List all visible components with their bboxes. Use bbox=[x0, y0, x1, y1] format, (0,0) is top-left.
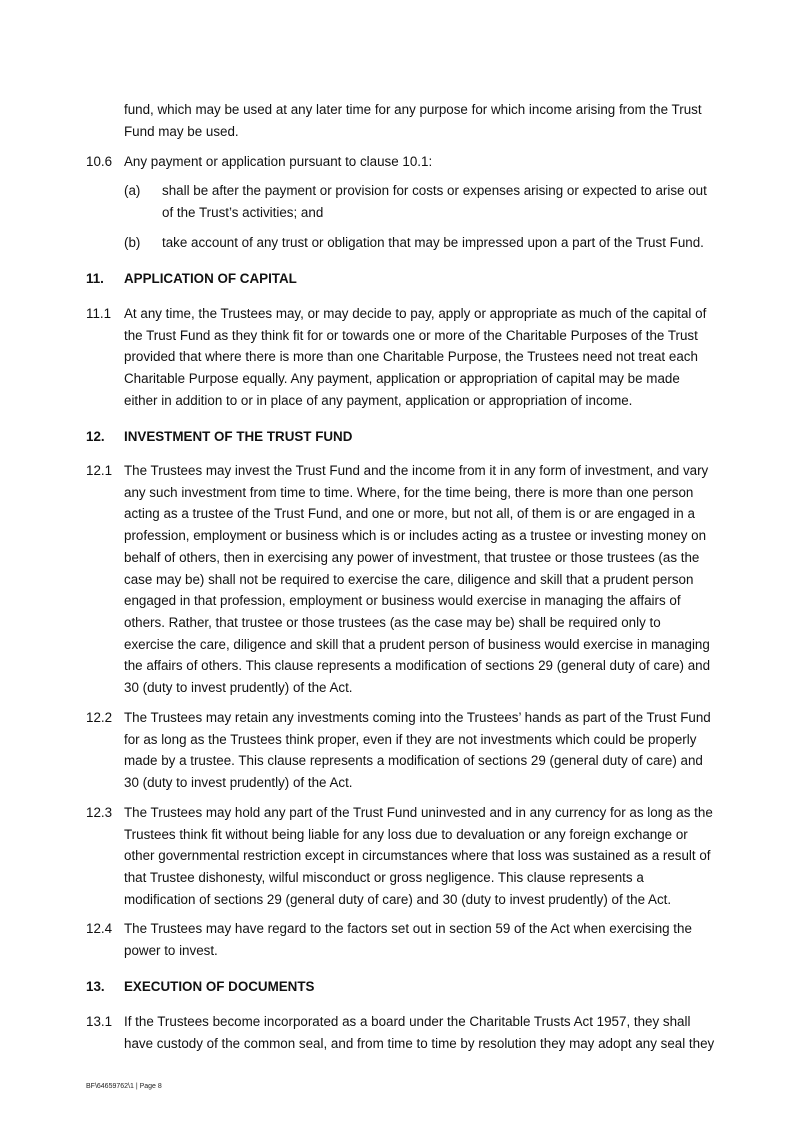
clause-number: 11.1 bbox=[86, 306, 112, 321]
text-line: the Trust Fund as they think fit for or towards one or more of the Charitable Purposes of the Trust bbox=[124, 327, 698, 343]
text-line: engaged in that profession, employment or business would exercise in managing the affairs of bbox=[124, 593, 681, 609]
text-line: At any time, the Trustees may, or may decide to pay, apply or appropriate as much of the capital of bbox=[124, 306, 707, 321]
text-line: that Trustee dishonesty, wilful misconduct or gross negligence. This clause represents a bbox=[124, 870, 644, 886]
text-line: provided that where there is more than one Charitable Purpose, the Trustees need not treat each bbox=[124, 349, 698, 365]
text-line: The Trustees may invest the Trust Fund and the income from it in any form of investment, and vary bbox=[124, 463, 709, 478]
text-line: either in addition to or in place of any payment, application or appropriation of income. bbox=[124, 392, 633, 408]
text-line: 30 (duty to invest prudently) of the Act. bbox=[124, 680, 353, 696]
clause-number: 13.1 bbox=[86, 1014, 113, 1029]
text-line: for as long as the Trustees think proper, even if they are not investments which could be properly bbox=[124, 731, 697, 747]
item-label: (b) bbox=[124, 235, 141, 250]
text-line: of the Trust’s activities; and bbox=[162, 204, 324, 220]
text-line: profession, employment or business which is or includes acting as a trustee or investing money on bbox=[124, 528, 707, 544]
clause-number: 12.4 bbox=[86, 921, 113, 936]
text-line: fund, which may be used at any later time for any purpose for which income arising from the Trust bbox=[124, 102, 702, 117]
text-line: 30 (duty to invest prudently) of the Act. bbox=[124, 775, 353, 791]
text-line: Trustees think fit without being liable for any loss due to devaluation or any foreign exchange or bbox=[124, 826, 688, 842]
text-line: made by a trustee. This clause represents a modification of sections 29 (general duty of care) and bbox=[124, 753, 703, 769]
clause-number: 12.1 bbox=[86, 463, 113, 478]
text-line: other governmental restriction except in circumstances where that loss was sustained as a result of bbox=[124, 848, 711, 864]
text-line: others. Rather, that trustee or those trustees (as the case may be) shall be required only to bbox=[124, 614, 661, 630]
text-line: take account of any trust or obligation that may be impressed upon a part of the Trust Fund. bbox=[162, 235, 704, 250]
text-line: The Trustees may have regard to the factors set out in section 59 of the Act when exercising the bbox=[124, 921, 692, 936]
text-line: acting as a trustee of the Trust Fund, and one or more, but not all, of them is or are engaged in a bbox=[124, 506, 695, 522]
page-footer: BF\64659762\1 | Page 8 bbox=[86, 1083, 162, 1090]
clause-number: 12.3 bbox=[86, 805, 113, 820]
text-line: power to invest. bbox=[124, 942, 218, 958]
text-line: exercise the care, diligence and skill that a prudent person of business would exercise in managing bbox=[124, 636, 710, 652]
text-line: The Trustees may retain any investments coming into the Trustees’ hands as part of the Trust Fund bbox=[124, 710, 711, 725]
section-number: 11. bbox=[86, 271, 104, 286]
clause-number: 10.6 bbox=[86, 154, 113, 169]
clause-number: 12.2 bbox=[86, 710, 113, 725]
text-line: Charitable Purpose equally. Any payment, application or appropriation of capital may be made bbox=[124, 371, 680, 387]
section-title: APPLICATION OF CAPITAL bbox=[124, 271, 297, 286]
text-line: If the Trustees become incorporated as a board under the Charitable Trusts Act 1957, they shall bbox=[124, 1014, 691, 1029]
section-number: 12. bbox=[86, 429, 105, 444]
text-line: have custody of the common seal, and from time to time by resolution they may adopt any seal they bbox=[124, 1035, 715, 1051]
section-number: 13. bbox=[86, 979, 105, 994]
text-line: case may be) shall not be required to exercise the care, diligence and skill that a prudent person bbox=[124, 571, 694, 587]
text-line: The Trustees may hold any part of the Trust Fund uninvested and in any currency for as long as the bbox=[124, 805, 713, 820]
text-line: behalf of others, then in exercising any power of investment, that trustee or those trustees (as the bbox=[124, 549, 700, 565]
text-line: the affairs of others. This clause represents a modification of sections 29 (general duty of care) and bbox=[124, 658, 711, 674]
text-line: Fund may be used. bbox=[124, 123, 239, 139]
clause-text: Any payment or application pursuant to clause 10.1: bbox=[124, 154, 433, 169]
text-line: any such investment from time to time. Where, for the time being, there is more than one person bbox=[124, 484, 694, 500]
text-line: modification of sections 29 (general duty of care) and 30 (duty to invest prudently) of the Act. bbox=[124, 891, 672, 907]
section-title: EXECUTION OF DOCUMENTS bbox=[124, 979, 315, 994]
section-title: INVESTMENT OF THE TRUST FUND bbox=[124, 429, 353, 444]
item-label: (a) bbox=[124, 183, 141, 198]
clause-continuation bbox=[0, 99, 702, 142]
text-line: shall be after the payment or provision for costs or expenses arising or expected to arise out bbox=[162, 183, 707, 198]
